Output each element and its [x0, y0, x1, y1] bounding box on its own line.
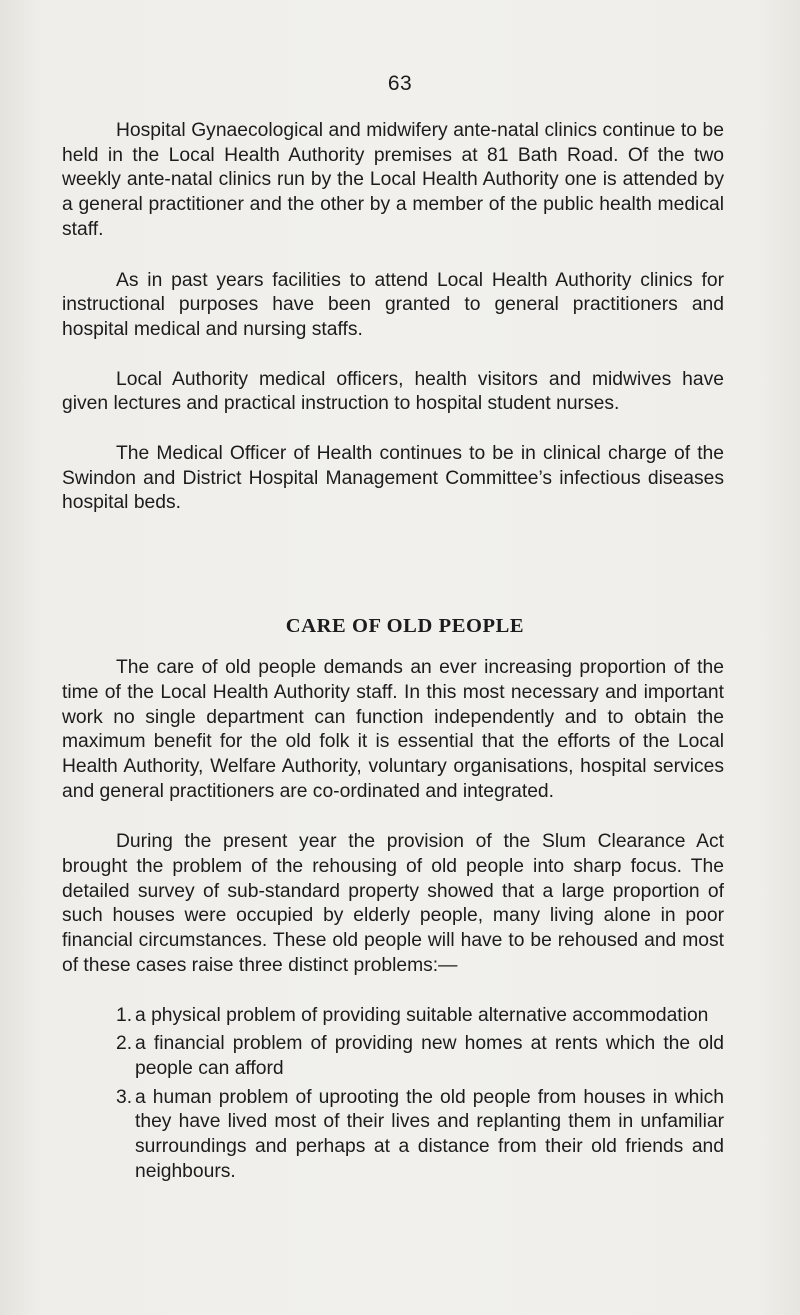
list-item — [62, 1032, 724, 1081]
paragraph-lectures: Local Authority medical officers, health visitors and midwives have given lectures and practical instruction to hospital student nurses. — [62, 368, 724, 415]
list-item-text: a physical problem of providing suitable alternative accommodation — [135, 1004, 709, 1026]
problems-list — [62, 1004, 724, 1185]
page-body — [62, 119, 724, 1189]
paragraph-instructional-facilities: As in past years facilities to attend Local Health Authority clinics for instructional purposes have been granted to general practitioners and hospital medical and nursing staffs. — [62, 269, 724, 340]
paragraph-care-of-old-people: The care of old people demands an ever increasing proportion of the time of the Local Health Authority staff. In this most necessary and important work no single department can function independently and to obtain the maximum benefit for the old folk it is essential that the efforts of the Local Health Authority, Welfare Authority, voluntary organisations, hospital services and general practitioners are co-ordinated and integrated. — [62, 657, 724, 802]
list-item-number: 3. — [116, 1086, 133, 1108]
list-item — [62, 1004, 724, 1029]
list-item-text: a financial problem of providing new homes at rents which the old people can afford — [135, 1033, 724, 1079]
paragraph-antenatal-clinics: Hospital Gynaecological and midwifery ante-natal clinics continue to be held in the Local Health Authority premises at 81 Bath Road. Of the two weekly ante-natal clinics run by the Local Health Authority one is attended by a general practitioner and the other by a member of the public health medical staff. — [62, 120, 724, 240]
list-item-number: 2. — [116, 1033, 133, 1055]
list-item — [62, 1086, 724, 1185]
page-number: 63 — [387, 72, 413, 95]
paragraph-clinical-charge: The Medical Officer of Health continues to be in clinical charge of the Swindon and District Hospital Management Committee’s infectious diseases hospital beds. — [62, 443, 724, 514]
list-item-text: a human problem of uprooting the old people from houses in which they have lived most of their lives and replanting them in unfamiliar surroundings and perhaps at a distance from their old friends and neighbours. — [135, 1086, 724, 1182]
section-heading: CARE OF OLD PEOPLE — [285, 615, 525, 638]
list-item-number: 1. — [116, 1004, 133, 1026]
paragraph-slum-clearance: During the present year the provision of the Slum Clearance Act brought the problem of the rehousing of old people into sharp focus. The detailed survey of sub-standard property showed that a large proportion of such houses were occupied by elderly people, many living alone in poor financial circumstances. These old people will have to be rehoused and most of these cases raise three distinct problems:— — [62, 831, 724, 976]
